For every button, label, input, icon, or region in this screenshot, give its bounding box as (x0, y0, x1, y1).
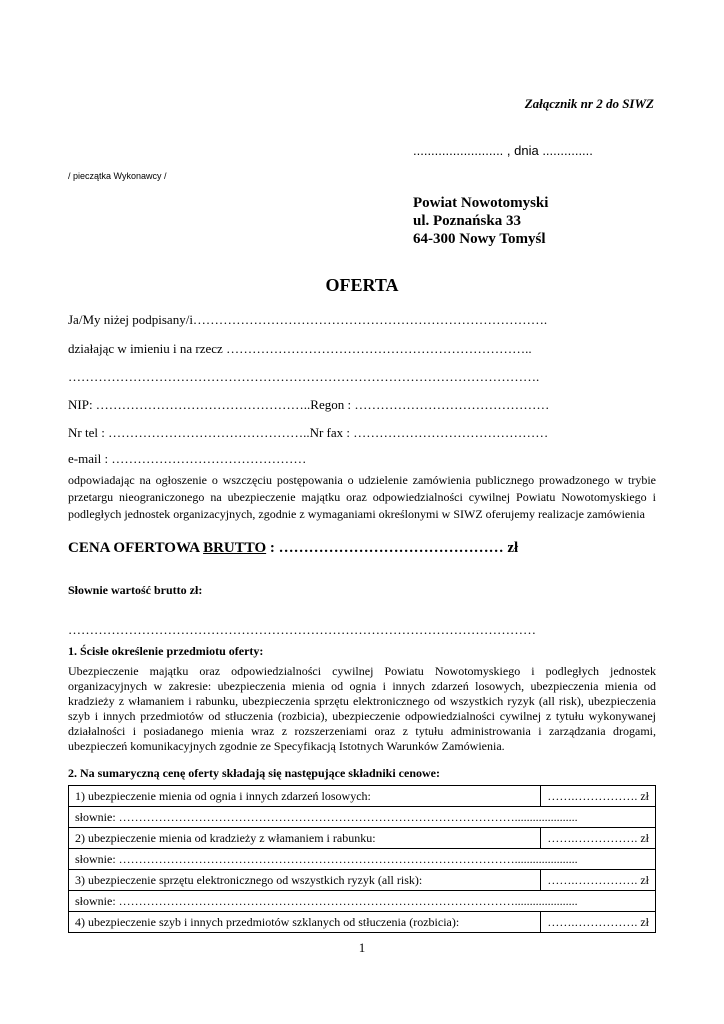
page-number: 1 (358, 940, 366, 955)
nip-regon-field: NIP: …………………………………………..Regon : ……………………………………… (68, 397, 550, 412)
price-components-table (68, 785, 656, 933)
recipient-address (413, 194, 548, 248)
row-words: słownie: ………………………………………………………………………………………..................... (69, 891, 656, 912)
email-field: e-mail : ……………………………………… (68, 451, 307, 466)
row-amount: …….……………. zł (541, 786, 656, 807)
intro-paragraph: odpowiadając na ogłoszenie o wszczęciu postępowania o udzielenie zamówienia publicznego prowadzonego w trybie przetargu nieograniczonego na ubezpieczenie majątku oraz odpowiedzialności cywilnej Powiatu Nowotomyskiego i podległych jednostek organizacyjnych, zgodnie z wymaganiami określonymi w SIWZ oferujemy realizacje zamówienia (68, 473, 656, 521)
signer-field: Ja/My niżej podpisany/i………………………………………………………………………. (68, 312, 548, 327)
row-words: słownie: ………………………………………………………………………………………..................... (69, 849, 656, 870)
price-label: CENA OFERTOWA (68, 540, 204, 556)
price-line (68, 540, 518, 557)
acting-for-field: działając w imieniu i na rzecz …………………………………………………………….. (68, 341, 532, 356)
row-label: 4) ubezpieczenie szyb i innych przedmiotów szklanych od stłuczenia (rozbicia): (69, 912, 541, 933)
row-words: słownie: ………………………………………………………………………………………..................... (69, 807, 656, 828)
table-row (69, 786, 656, 807)
table-row (69, 849, 656, 870)
row-label: 3) ubezpieczenie sprzętu elektronicznego od wszystkich ryzyk (all risk): (69, 870, 541, 891)
row-amount: …….……………. zł (541, 870, 656, 891)
row-amount: …….……………. zł (541, 828, 656, 849)
price-words-label: Słownie wartość brutto zł: (68, 583, 203, 597)
row-label: 1) ubezpieczenie mienia od ognia i innych zdarzeń losowych: (69, 786, 541, 807)
page-title: OFERTA (325, 275, 399, 295)
tel-fax-field: Nr tel : ………………………………………..Nr fax : ……………………………………… (68, 425, 549, 440)
table-row (69, 828, 656, 849)
contractor-stamp-label: / pieczątka Wykonawcy / (68, 171, 167, 181)
recipient-name: Powiat Nowotomyski (413, 195, 549, 211)
table-row (69, 912, 656, 933)
row-amount: …….……………. zł (541, 912, 656, 933)
section1-heading: 1. Ścisłe określenie przedmiotu oferty: (68, 644, 264, 658)
table-row (69, 891, 656, 912)
section2-heading: 2. Na sumaryczną cenę oferty składają się następujące składniki cenowe: (68, 766, 440, 780)
blank-line: ………………………………………………………………………………………………. (68, 369, 540, 384)
attachment-label: Załącznik nr 2 do SIWZ (524, 96, 654, 111)
price-value-blank: : ……………………………………… zł (266, 540, 519, 556)
table-row (69, 870, 656, 891)
price-words-line: ……………………………………………………………………………………………… (68, 622, 536, 637)
place-date-line: ......................... , dnia .............. (413, 143, 593, 158)
recipient-street: ul. Poznańska 33 (413, 213, 521, 229)
price-label-brutto: BRUTTO (203, 540, 267, 556)
row-label: 2) ubezpieczenie mienia od kradzieży z włamaniem i rabunku: (69, 828, 541, 849)
section1-text: Ubezpieczenie majątku oraz odpowiedzialności cywilnej Powiatu Nowotomyskiego i podległych jednostek organizacyjnych w zakresie: ubezpieczenia mienia od ognia i innych zdarzeń losowych, ubezpieczenia mienia od kradzieży z włamaniem i rabunku, ubezpieczenia sprzętu elektronicznego od wszystkich ryzyk (all risk), ubezpieczenia szyb i innych przedmiotów od stłuczenia (rozbicia), ubezpieczenie odpowiedzialności cywilnej z tytułu wykonywanej działalności i posiadanego mienia wraz z rozszerzeniami oraz z tytułu administrowania i zarządzania drogami, ubezpieczeń komunikacyjnych zgodnie ze Specyfikacją Istotnych Warunków Zamówienia. (68, 664, 656, 753)
recipient-city: 64-300 Nowy Tomyśl (413, 231, 546, 247)
table-row (69, 807, 656, 828)
